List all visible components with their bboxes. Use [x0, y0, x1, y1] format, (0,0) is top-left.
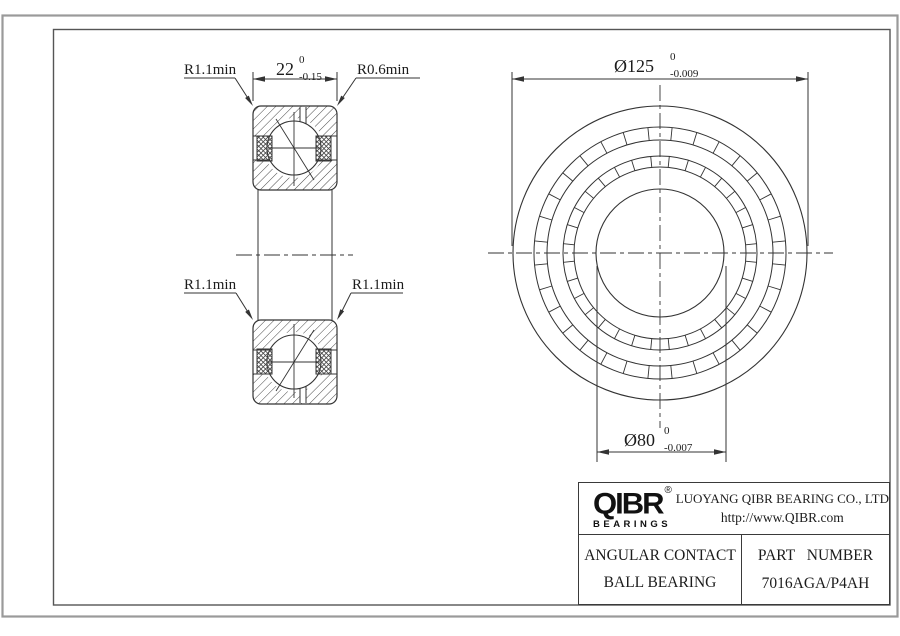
- company-website: http://www.QIBR.com: [720, 510, 844, 525]
- dim-od-upper-tol: 0: [670, 51, 676, 63]
- section-view: [236, 106, 353, 404]
- registered-trademark-symbol: ®: [664, 484, 672, 496]
- product-name-line1: ANGULAR CONTACT: [584, 547, 736, 564]
- dim-od-lower-tol: -0.009: [670, 68, 699, 80]
- part-number-cell: [742, 535, 889, 604]
- logo-tagline: BEARINGS: [593, 518, 672, 530]
- radius-label-bottom-right: R1.1min: [352, 277, 405, 293]
- dim-bore-diameter: [597, 266, 726, 462]
- dim-bore-upper-tol: 0: [664, 425, 670, 437]
- dim-od-value: Ø125: [614, 56, 654, 76]
- front-view: [488, 85, 833, 428]
- product-name-line2: BALL BEARING: [603, 574, 717, 591]
- dim-bore-value: Ø80: [624, 430, 655, 450]
- title-block: [578, 482, 890, 605]
- cage-section-top-left: [257, 136, 272, 161]
- dim-width: [253, 72, 337, 101]
- title-block-header-row: [579, 483, 889, 535]
- dim-width-lower-tol: -0.15: [299, 71, 322, 83]
- company-info: [676, 491, 889, 526]
- title-block-detail-row: [579, 535, 889, 604]
- product-name-cell: [579, 535, 742, 604]
- part-number-value: 7016AGA/P4AH: [761, 574, 870, 592]
- company-name: LUOYANG QIBR BEARING CO., LTD: [675, 491, 889, 506]
- cage-section-bottom-right: [316, 349, 331, 374]
- radius-label-bottom-left: R1.1min: [184, 277, 237, 293]
- dim-width-value: 22: [276, 59, 294, 79]
- radius-label-top-right: R0.6min: [357, 62, 410, 78]
- logo-wordmark: QIBR: [593, 486, 663, 520]
- dim-width-upper-tol: 0: [299, 54, 305, 66]
- dim-bore-lower-tol: -0.007: [664, 442, 693, 454]
- cage-section-bottom-left: [257, 349, 272, 374]
- qibr-logo: [579, 484, 676, 530]
- cage-section-top-right: [316, 136, 331, 161]
- radius-label-top-left: R1.1min: [184, 62, 237, 78]
- part-number-label: PART NUMBER: [757, 546, 874, 564]
